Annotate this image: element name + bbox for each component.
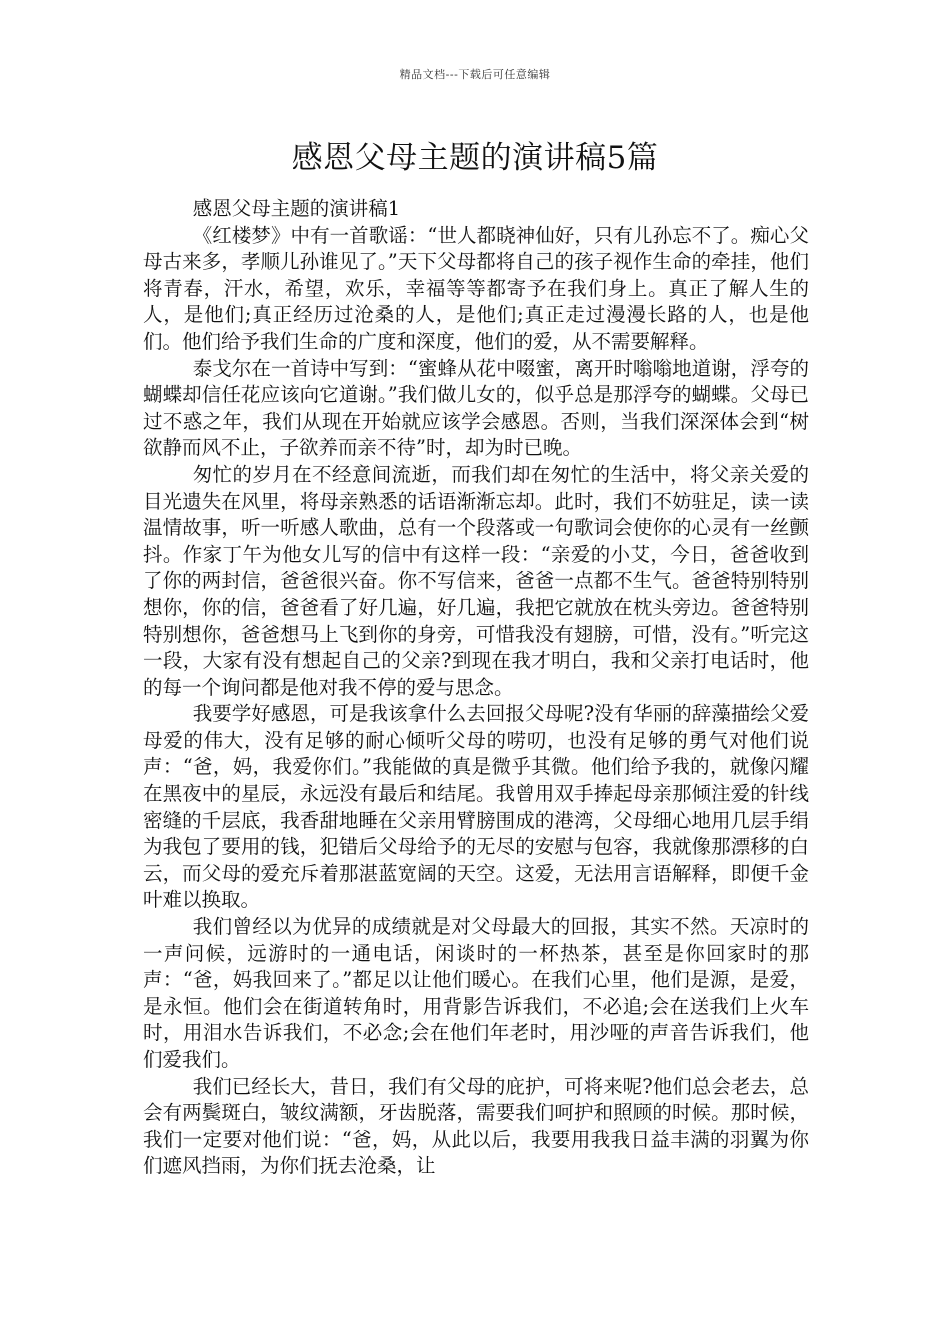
page-header-note: 精品文档---下载后可任意编辑 bbox=[399, 68, 551, 81]
paragraph-3: 匆忙的岁月在不经意间流逝，而我们却在匆忙的生活中，将父亲关爱的目光遗失在风里，将母亲熟悉的话语渐渐忘却。此时，我们不妨驻足，读一读温情故事，听一听感人歌曲，总有一个段落或一句歌词会使你的心灵有一丝颤抖。作家丁午为他女儿写的信中有这样一段：“亲爱的小艾，今日，爸爸收到了你的两封信，爸爸很兴奋。你不写信来，爸爸一点都不生气。爸爸特别特别想你，你的信，爸爸看了好几遍，好几遍，我把它就放在枕头旁边。爸爸特别特别想你，爸爸想马上飞到你的身旁，可惜我没有翅膀，可惜，没有。”听完这一段，大家有没有想起自己的父亲?到现在我才明白，我和父亲打电话时，他的每一个询问都是他对我不停的爱与思念。 bbox=[143, 462, 809, 699]
paragraph-5: 我们曾经以为优异的成绩就是对父母最大的回报，其实不然。天凉时的一声问候，远游时的一通电话，闲谈时的一杯热茶，甚至是你回家时的那声：“爸，妈我回来了。”都足以让他们暖心。在我们心里，他们是源，是爱，是永恒。他们会在街道转角时，用背影告诉我们，不必追;会在送我们上火车时，用泪水告诉我们，不必念;会在他们年老时，用沙哑的声音告诉我们，他们爱我们。 bbox=[143, 915, 809, 1071]
section-subtitle: 感恩父母主题的演讲稿1 bbox=[192, 197, 401, 220]
paragraph-1: 《红楼梦》中有一首歌谣：“世人都晓神仙好，只有儿孙忘不了。痴心父母古来多，孝顺儿孙谁见了。”天下父母都将自己的孩子视作生命的牵挂，他们将青春，汗水，希望，欢乐，幸福等等都寄予在我们身上。真正了解人生的人，是他们;真正经历过沧桑的人，是他们;真正走过漫漫长路的人，也是他们。他们给予我们生命的广度和深度，他们的爱，从不需要解释。 bbox=[143, 223, 809, 353]
document-title: 感恩父母主题的演讲稿5篇 bbox=[291, 140, 659, 176]
paragraph-6: 我们已经长大，昔日，我们有父母的庇护，可将来呢?他们总会老去，总会有两鬓斑白，皱纹满额，牙齿脱落，需要我们呵护和照顾的时候。那时候，我们一定要对他们说：“爸，妈，从此以后，我要用我我日益丰满的羽翼为你们遮风挡雨，为你们抚去沧桑，让 bbox=[143, 1074, 809, 1178]
document-body bbox=[143, 196, 809, 1180]
paragraph-4: 我要学好感恩，可是我该拿什么去回报父母呢?没有华丽的辞藻描绘父爱母爱的伟大，没有足够的耐心倾听父母的唠叨，也没有足够的勇气对他们说声：“爸，妈，我爱你们。”我能做的真是微乎其微。他们给予我的，就像闪耀在黑夜中的星辰，永远没有最后和结尾。我曾用双手捧起母亲那倾注爱的针线密缝的千层底，我香甜地睡在父亲用臂膀围成的港湾，父母细心地用几层手绢为我包了要用的钱，犯错后父母给予的无尽的安慰与包容，我就像那漂移的白云，而父母的爱充斥着那湛蓝宽阔的天空。这爱，无法用言语解释，即便千金叶难以换取。 bbox=[143, 702, 809, 912]
paragraph-2: 泰戈尔在一首诗中写到：“蜜蜂从花中啜蜜，离开时嗡嗡地道谢，浮夸的蝴蝶却信任花应该向它道谢。”我们做儿女的，似乎总是那浮夸的蝴蝶。父母已过不惑之年，我们从现在开始就应该学会感恩。否则，当我们深深体会到“树欲静而风不止，子欲养而亲不待”时，却为时已晚。 bbox=[143, 356, 809, 460]
